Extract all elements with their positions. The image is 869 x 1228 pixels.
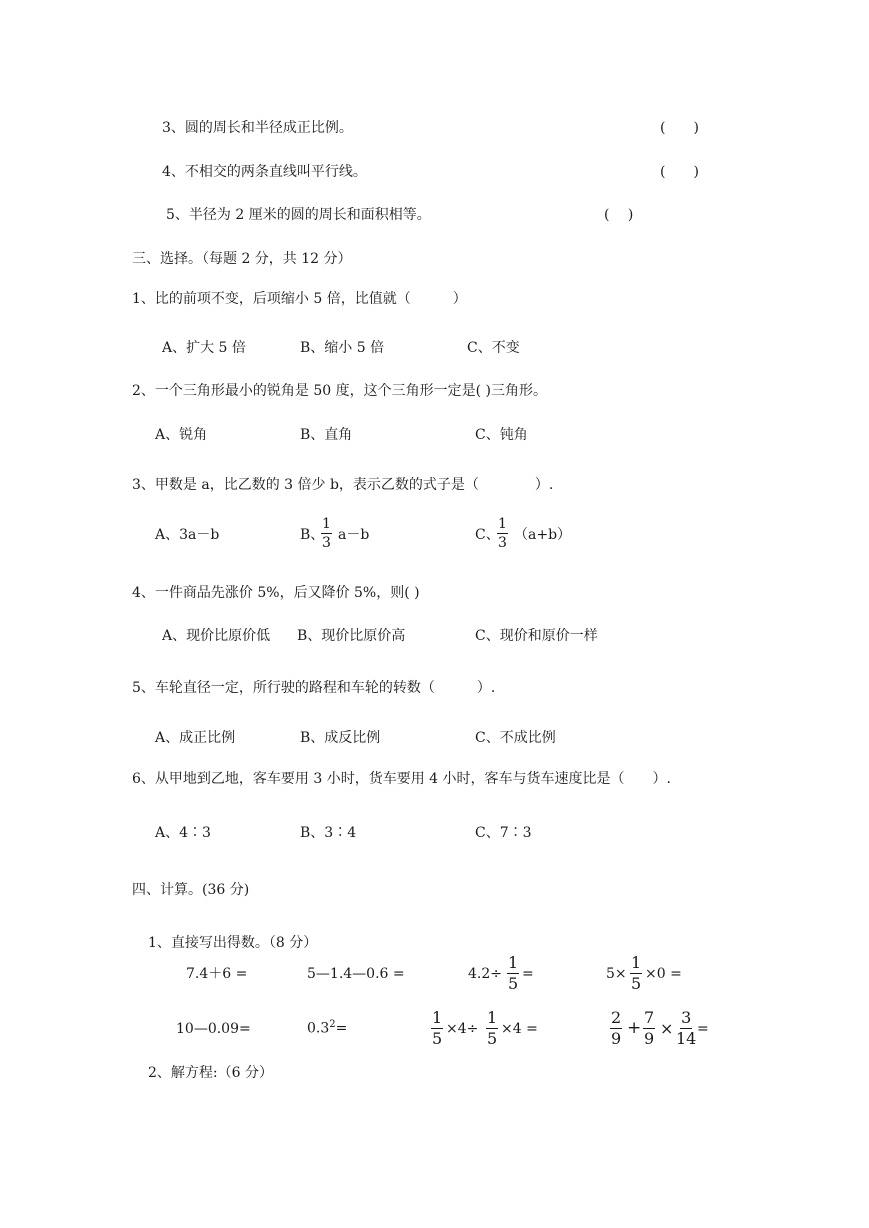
choice-q5-option-a[interactable]: A、成正比例	[155, 730, 236, 746]
calc-sub2: 2、解方程:（6 分）	[148, 1065, 273, 1081]
choice-q3-option-a[interactable]: A、3a－b	[155, 527, 220, 543]
choice-q6-option-c[interactable]: C、7∶3	[475, 825, 532, 841]
choice-q5-option-c[interactable]: C、不成比例	[475, 730, 556, 746]
calc-expr-7-fraction-1	[431, 1010, 443, 1047]
judge-q3-paren[interactable]: ( )	[660, 120, 699, 136]
choice-q1-option-c[interactable]: C、不变	[467, 340, 520, 356]
calc-sub1: 1、直接写出得数。（8 分）	[148, 935, 318, 951]
fraction-numerator: 3	[681, 1008, 692, 1027]
fraction-numerator: 1	[432, 1008, 443, 1027]
calc-expr-6	[307, 1020, 347, 1036]
choice-q3-option-b-fraction	[321, 517, 332, 550]
fraction-numerator: 7	[644, 1008, 655, 1027]
choice-q2-option-a[interactable]: A、锐角	[155, 427, 208, 443]
choice-q4-option-a[interactable]: A、现价比原价低	[162, 628, 271, 644]
calc-expr-8-fraction-3	[676, 1010, 696, 1047]
calc-expr-4-fraction	[630, 955, 642, 992]
choice-q1-stem: 1、比的前项不变，后项缩小 5 倍，比值就（ ）	[132, 291, 467, 307]
choice-q2-option-b[interactable]: B、直角	[300, 427, 353, 443]
calc-expr-5: 10—0.09=	[176, 1021, 251, 1037]
fraction-denominator: 9	[644, 1029, 655, 1048]
choice-q4-option-b[interactable]: B、现价比原价高	[297, 628, 406, 644]
choice-q6-stem: 6、从甲地到乙地，客车要用 3 小时，货车要用 4 小时，客车与货车速度比是（ ）.	[132, 771, 671, 787]
choice-heading: 三、选择。（每题 2 分，共 12 分）	[132, 251, 352, 267]
calc-expr-7-fraction-2	[486, 1010, 498, 1047]
judge-q4-paren[interactable]: ( )	[660, 164, 699, 180]
calc-expr-4-suffix: ×0 =	[645, 966, 682, 982]
choice-q4-stem: 4、一件商品先涨价 5%，后又降价 5%，则( )	[132, 585, 420, 601]
choice-q5-option-b[interactable]: B、成反比例	[300, 730, 381, 746]
calc-expr-3-suffix: =	[522, 966, 534, 982]
calc-expr-1: 7.4＋6 =	[186, 966, 248, 982]
fraction-denominator: 3	[322, 535, 331, 551]
choice-q2-stem: 2、一个三角形最小的锐角是 50 度，这个三角形一定是( )三角形。	[132, 383, 547, 399]
choice-q3-option-c-suffix: （a+b）	[514, 527, 572, 543]
calc-expr-8-op1: +	[627, 1018, 642, 1038]
fraction-denominator: 5	[432, 1029, 443, 1048]
calc-expr-6-base: 0.3	[307, 1020, 330, 1037]
choice-q6-option-b[interactable]: B、3∶4	[300, 825, 357, 841]
calc-expr-8-fraction-1	[610, 1010, 622, 1047]
choice-q3-stem: 3、甲数是 a，比乙数的 3 倍少 b，表示乙数的式子是（ ）.	[132, 477, 554, 493]
fraction-denominator: 5	[508, 974, 519, 993]
fraction-denominator: 14	[676, 1029, 697, 1048]
calc-expr-8-fraction-2	[643, 1010, 655, 1047]
choice-q3-option-c-fraction	[497, 517, 508, 550]
choice-q1-option-b[interactable]: B、缩小 5 倍	[300, 340, 385, 356]
choice-q1-option-a[interactable]: A、扩大 5 倍	[162, 340, 246, 356]
calc-expr-7-suffix: ×4 =	[501, 1021, 538, 1037]
judge-q5-paren[interactable]: ( )	[604, 207, 634, 223]
fraction-denominator: 3	[498, 535, 507, 551]
calc-expr-8-op2: ×	[660, 1019, 674, 1038]
calc-heading: 四、计算。(36 分)	[132, 882, 250, 898]
calc-expr-2: 5—1.4—0.6 =	[307, 966, 405, 982]
calc-expr-4-prefix: 5×	[606, 966, 627, 982]
fraction-denominator: 5	[631, 974, 642, 993]
fraction-numerator: 2	[611, 1008, 622, 1027]
choice-q3-option-c-prefix[interactable]: C、	[475, 527, 500, 543]
calc-expr-6-suffix: =	[335, 1020, 348, 1037]
choice-q5-stem: 5、车轮直径一定，所行驶的路程和车轮的转数（ ）.	[132, 680, 496, 696]
choice-q4-option-c[interactable]: C、现价和原价一样	[475, 628, 598, 644]
fraction-numerator: 1	[508, 953, 519, 972]
calc-expr-3-fraction	[507, 955, 519, 992]
judge-q4: 4、不相交的两条直线叫平行线。	[162, 164, 367, 180]
judge-q5: 5、半径为 2 厘米的圆的周长和面积相等。	[166, 207, 431, 223]
calc-expr-7-mid: ×4÷	[446, 1021, 479, 1037]
fraction-numerator: 1	[498, 516, 507, 532]
calc-expr-3-prefix: 4.2÷	[468, 966, 502, 982]
fraction-numerator: 1	[322, 516, 331, 532]
fraction-denominator: 5	[487, 1029, 498, 1048]
calc-expr-6-exponent: 2	[329, 1019, 336, 1030]
judge-q3: 3、圆的周长和半径成正比例。	[162, 120, 353, 136]
fraction-denominator: 9	[611, 1029, 622, 1048]
choice-q2-option-c[interactable]: C、钝角	[475, 427, 528, 443]
calc-expr-8-suffix: =	[697, 1021, 709, 1037]
choice-q6-option-a[interactable]: A、4∶3	[155, 825, 211, 841]
choice-q3-option-b-prefix[interactable]: B、	[300, 527, 325, 543]
choice-q3-option-b-suffix: a－b	[338, 527, 370, 543]
fraction-numerator: 1	[487, 1008, 498, 1027]
fraction-numerator: 1	[631, 953, 642, 972]
